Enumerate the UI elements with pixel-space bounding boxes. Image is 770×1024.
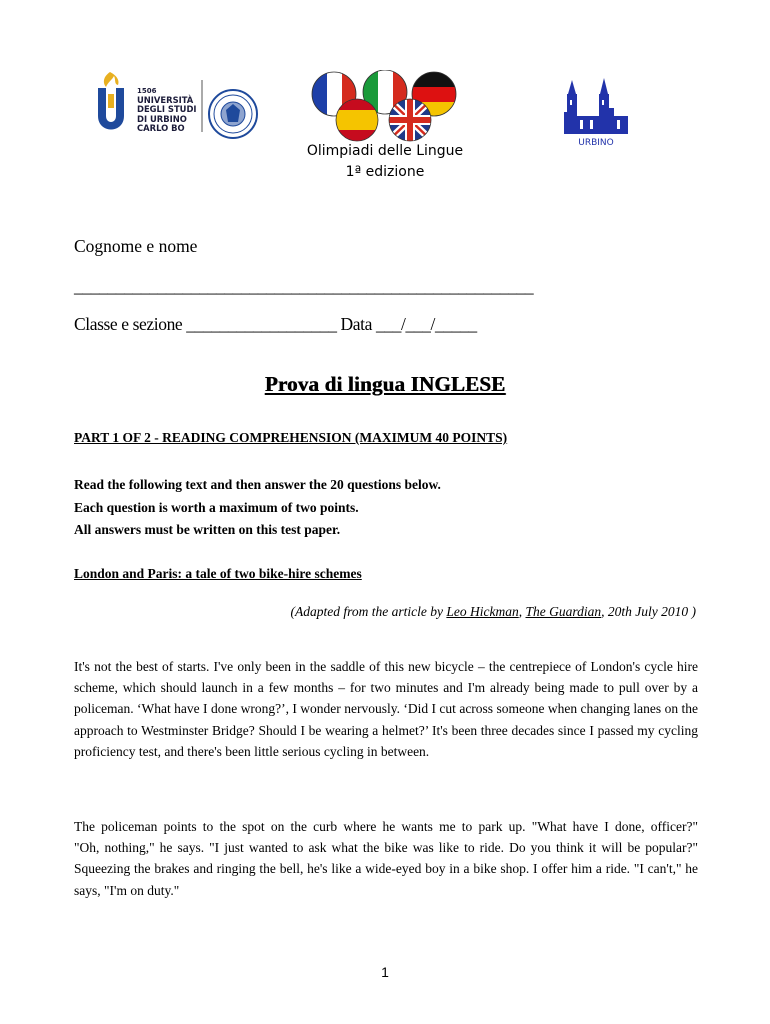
university-year: 1506 <box>137 87 157 95</box>
test-title: Prova di lingua INGLESE <box>264 372 506 396</box>
surname-label: Cognome e nome <box>74 236 198 256</box>
article-source <box>291 604 696 620</box>
article-title: London and Paris: a tale of two bike-hire schemes <box>74 566 362 581</box>
university-line: CARLO BO <box>137 122 185 133</box>
event-title: Olimpiadi delle Lingue <box>306 143 464 159</box>
language-flags-logo <box>308 70 460 144</box>
surname-field-line[interactable]: _______________________________________________________ <box>74 276 534 296</box>
instruction-line: Read the following text and then answer the 20 questions below. <box>74 477 441 492</box>
school-logo-text: URBINO <box>578 138 614 148</box>
page-number: 1 <box>381 964 389 980</box>
source-suffix: , 20th July 2010 ) <box>601 604 696 619</box>
event-edition: 1ª edizione <box>345 164 425 180</box>
instructions <box>74 474 441 542</box>
source-separator: , <box>518 604 526 619</box>
source-publication: The Guardian <box>525 604 602 619</box>
university-line: DI URBINO <box>137 113 187 124</box>
article-paragraph: It's not the best of starts. I've only been in the saddle of this new bicycle – the centrepiece of London's cycle hire scheme, which should launch in a few months – for two minutes and I'm already being made to pull over by a policeman. ‘What have I done wrong?’, I wonder nervously. ‘Did I cut across someone when changing lanes on the approach to Westminster Bridge? Should I be wearing a helmet?’ It's been three decades since I passed my cycling proficiency test, and there's been little serious cycling in between. <box>74 659 698 759</box>
instruction-line: Each question is worth a maximum of two points. <box>74 499 359 515</box>
instruction-line: All answers must be written on this test paper. <box>74 522 341 537</box>
article-paragraph: The policeman points to the spot on the curb where he wants me to park up. "What have I done, officer?" "Oh, nothing," he says. "I just wanted to ask what the bike was like to ride. Do you think it will be popular?" Squeezing the brakes and ringing the bell, he's like a wide-eyed boy in a bike shop. I offer him a ride. "I can't," he says, "I'm on duty." <box>74 819 732 898</box>
university-line: UNIVERSITÀ <box>137 95 194 106</box>
university-line: DEGLI STUDI <box>137 104 197 115</box>
school-urbino-logo <box>560 72 632 150</box>
source-prefix: (Adapted from the article by <box>290 604 447 619</box>
part-title: PART 1 OF 2 - READING COMPREHENSION (MAXIMUM 40 POINTS) <box>74 430 508 445</box>
source-author: Leo Hickman <box>446 604 519 619</box>
class-date-field-line[interactable]: Classe e sezione __________________ Data ___/___/_____ <box>74 314 477 334</box>
university-name <box>137 87 197 133</box>
